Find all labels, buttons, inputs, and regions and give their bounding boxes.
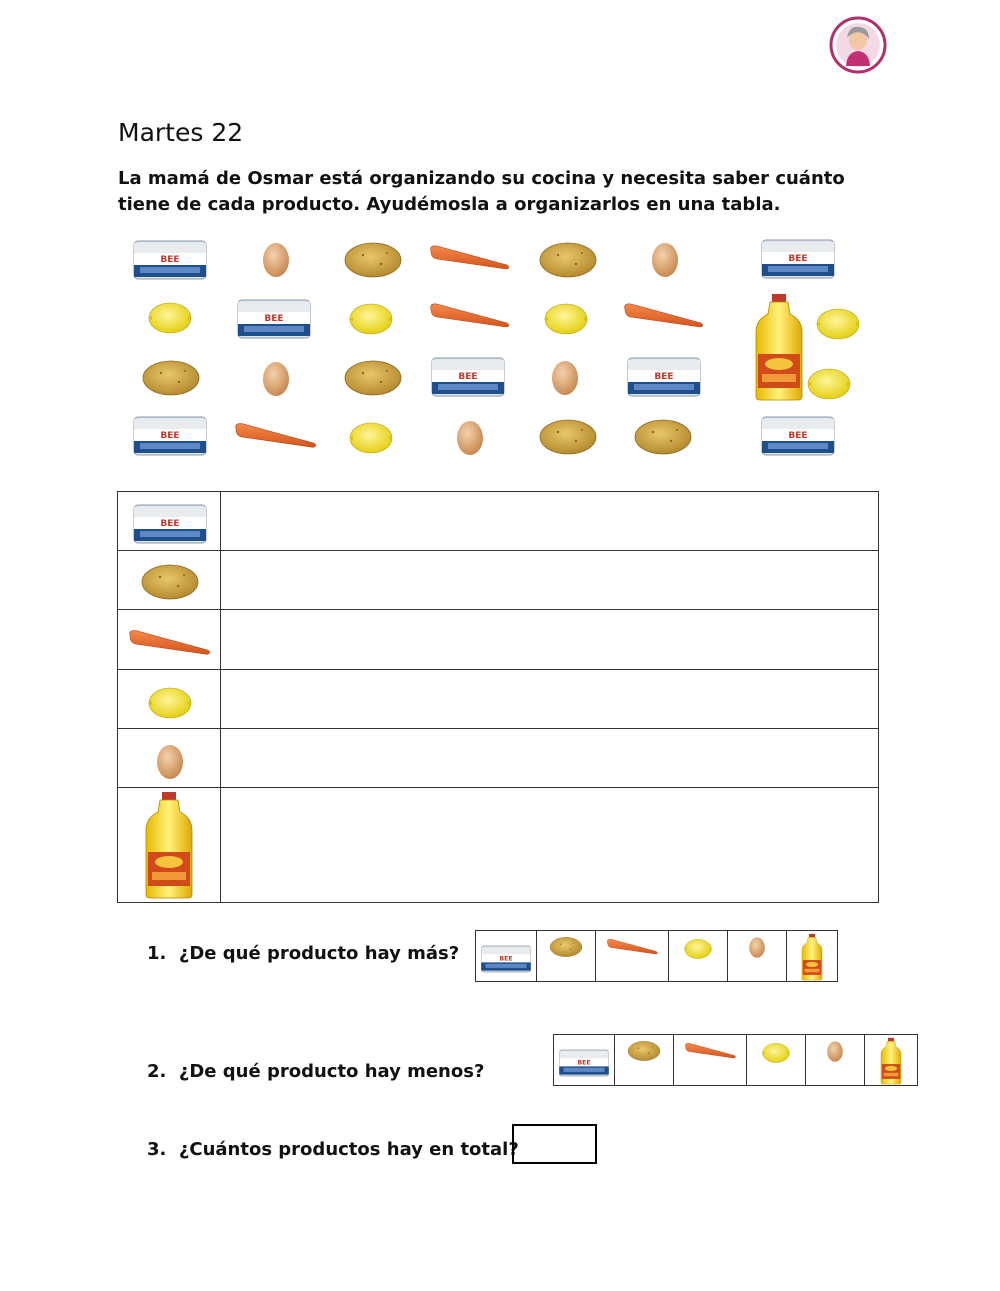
question-3 [147,1139,519,1160]
choice-potato[interactable] [537,931,596,981]
tally-table [117,491,879,903]
choice-carrot[interactable] [674,1035,747,1085]
tuna-can-icon [430,354,506,400]
teacher-avatar-logo-icon [829,16,887,74]
tuna-can-icon [760,236,836,282]
table-row [118,492,879,551]
total-answer-box[interactable] [512,1124,597,1164]
carrot-icon [427,298,511,334]
row-icon-cell [118,492,221,551]
lemon-icon [682,937,714,961]
oil-bottle-icon [142,789,196,901]
lemon-icon [346,420,396,456]
choice-egg[interactable] [728,931,787,981]
egg-icon [650,238,680,280]
question-2 [147,1061,484,1082]
potato-icon [343,240,403,280]
tally-input-cell[interactable] [221,610,879,670]
carrot-icon [232,418,318,454]
egg-icon [455,416,485,458]
tuna-can-icon [236,296,312,342]
choice-oil-bottle[interactable] [865,1035,917,1085]
table-row [118,670,879,729]
choice-egg[interactable] [806,1035,865,1085]
row-icon-cell [118,729,221,788]
carrot-icon [427,240,511,276]
choice-lemon[interactable] [747,1035,806,1085]
choice-tuna-can[interactable] [554,1035,615,1085]
page-title: Martes 22 [118,118,244,147]
row-icon-cell [118,788,221,903]
question-number: 2. [147,1061,167,1082]
egg-icon [261,238,291,280]
egg-icon [155,740,185,782]
answer-choices-least [553,1034,918,1086]
potato-icon [538,240,598,280]
question-1 [147,943,459,964]
oil-bottle-icon [879,1037,903,1085]
tuna-can-icon [480,943,532,975]
egg-icon [748,935,766,959]
instructions-text: La mamá de Osmar está organizando su cocina y necesita saber cuánto tiene de cada producto. Ayudémosla a organizarlos en una tabla. [118,168,845,215]
tuna-can-icon [132,413,208,459]
question-text: ¿De qué producto hay más? [178,943,460,964]
tuna-can-icon [132,236,208,284]
potato-icon [627,1039,661,1063]
row-icon-cell [118,551,221,610]
egg-icon [826,1039,844,1063]
potato-icon [549,935,583,959]
lemon-icon [145,300,195,336]
table-row [118,551,879,610]
lemon-icon [760,1041,792,1065]
question-number: 1. [147,943,167,964]
potato-icon [141,358,201,398]
carrot-icon [605,935,659,959]
lemon-icon [804,366,854,402]
carrot-icon [126,624,212,662]
answer-choices-most [475,930,838,982]
tally-input-cell[interactable] [221,492,879,551]
tally-input-cell[interactable] [221,670,879,729]
lemon-icon [346,301,396,337]
choice-oil-bottle[interactable] [787,931,837,981]
question-text: ¿De qué producto hay menos? [178,1061,485,1082]
oil-bottle-icon [752,291,806,403]
choice-carrot[interactable] [596,931,669,981]
choice-lemon[interactable] [669,931,728,981]
potato-icon [140,562,200,602]
lemon-icon [541,301,591,337]
choice-tuna-can[interactable] [476,931,537,981]
potato-icon [633,417,693,457]
tuna-can-icon [558,1047,610,1079]
table-row [118,788,879,903]
table-row [118,610,879,670]
tally-input-cell[interactable] [221,788,879,903]
egg-icon [261,357,291,399]
table-row [118,729,879,788]
row-icon-cell [118,610,221,670]
tuna-can-icon [760,413,836,459]
egg-icon [550,356,580,398]
tally-input-cell[interactable] [221,729,879,788]
tuna-can-icon [132,501,208,547]
potato-icon [538,417,598,457]
potato-icon [343,358,403,398]
question-number: 3. [147,1139,167,1160]
lemon-icon [813,306,863,342]
tally-input-cell[interactable] [221,551,879,610]
carrot-icon [621,298,705,334]
row-icon-cell [118,670,221,729]
lemon-icon [145,685,195,721]
carrot-icon [683,1039,737,1063]
tuna-can-icon [626,354,702,400]
choice-potato[interactable] [615,1035,674,1085]
oil-bottle-icon [800,933,824,981]
question-text: ¿Cuántos productos hay en total? [178,1139,519,1160]
